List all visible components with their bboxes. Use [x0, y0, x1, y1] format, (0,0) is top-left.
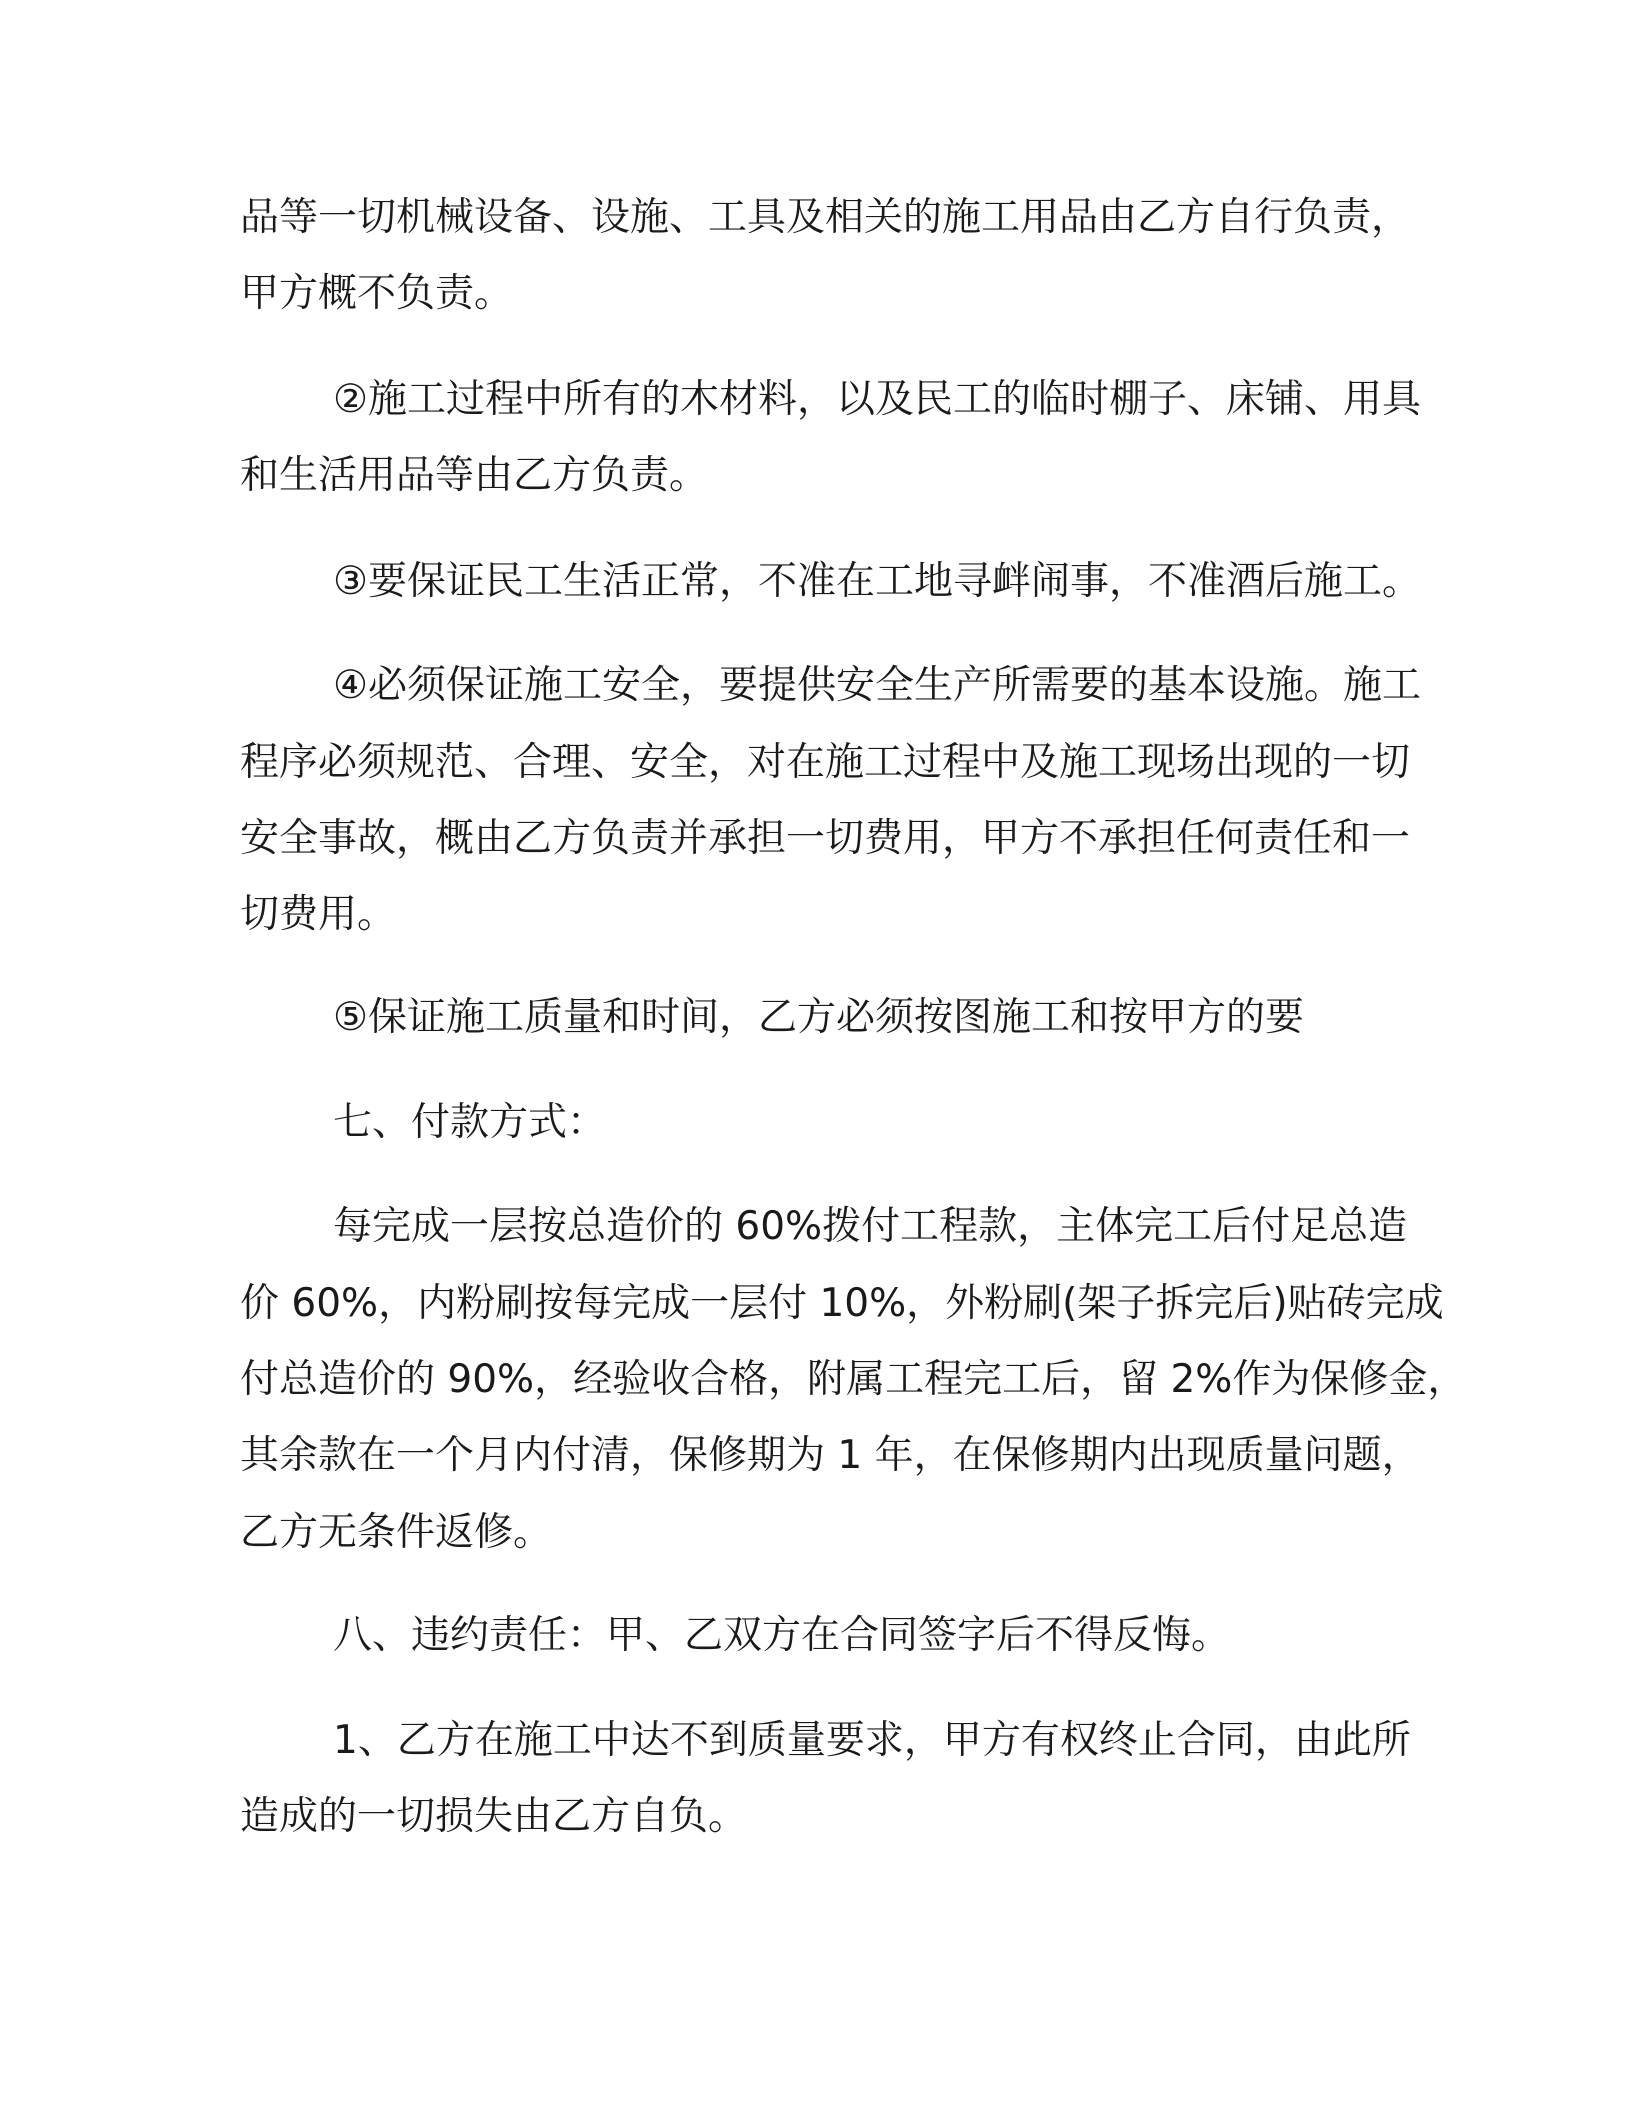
text-line: 和生活用品等由乙方负责。 — [240, 453, 709, 498]
paragraph-start: 每完成一层按总造价的 60%拨付工程款，主体完工后付足总造 — [333, 1204, 1408, 1249]
text-line: 安全事故，概由乙方负责并承担一切费用，甲方不承担任何责任和一 — [240, 816, 1411, 861]
text-line: 乙方无条件返修。 — [240, 1510, 553, 1555]
text-line: 付总造价的 90%，经验收合格，附属工程完工后，留 2%作为保修金， — [240, 1357, 1467, 1402]
text-line: 价 60%，内粉刷按每完成一层付 10%，外粉刷(架子拆完后)贴砖完成 — [240, 1281, 1444, 1326]
paragraph-start: ⑤保证施工质量和时间，乙方必须按图施工和按甲方的要 — [333, 995, 1304, 1040]
text-line: 造成的一切损失由乙方自负。 — [240, 1794, 748, 1839]
text-line: 品等一切机械设备、设施、工具及相关的施工用品由乙方自行负责， — [240, 195, 1411, 240]
text-line: 甲方概不负责。 — [240, 271, 514, 316]
text-line: 其余款在一个月内付清，保修期为 1 年，在保修期内出现质量问题， — [240, 1433, 1421, 1478]
paragraph-start: ④必须保证施工安全，要提供安全生产所需要的基本设施。施工 — [333, 663, 1421, 708]
text-line: 切费用。 — [240, 892, 397, 937]
section-heading: 八、违约责任：甲、乙双方在合同签字后不得反悔。 — [333, 1613, 1231, 1658]
paragraph-start: 1、乙方在施工中达不到质量要求，甲方有权终止合同，由此所 — [333, 1718, 1411, 1763]
text-line: 程序必须规范、合理、安全，对在施工过程中及施工现场出现的一切 — [240, 740, 1411, 785]
paragraph-start: ②施工过程中所有的木材料，以及民工的临时棚子、床铺、用具 — [333, 377, 1421, 422]
section-heading: 七、付款方式： — [333, 1100, 607, 1145]
paragraph-start: ③要保证民工生活正常，不准在工地寻衅闹事，不准酒后施工。 — [333, 559, 1421, 604]
